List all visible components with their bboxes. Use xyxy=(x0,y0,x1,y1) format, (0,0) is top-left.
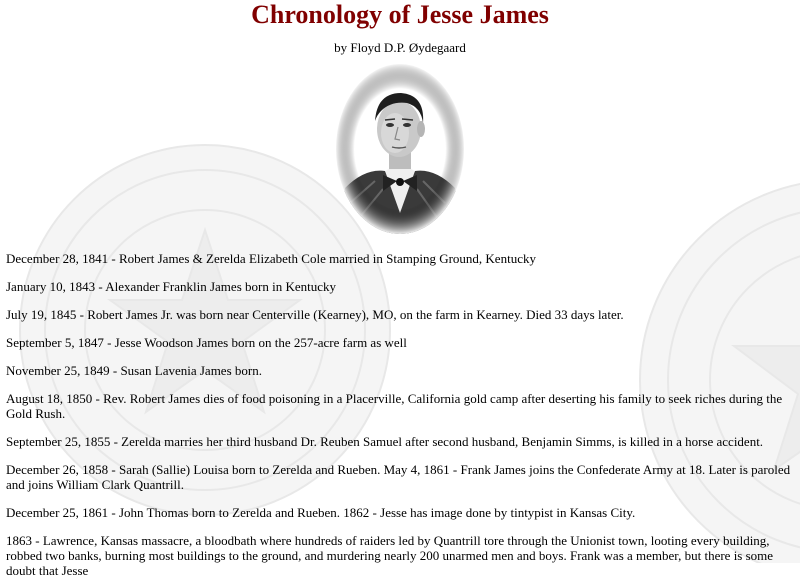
chronology-entry: September 5, 1847 - Jesse Woodson James born on the 257-acre farm as well xyxy=(6,335,407,350)
chronology-entry: 1863 - Lawrence, Kansas massacre, a bloodbath where hundreds of raiders led by Quantrill tore through the Unionist town, looting every building, robbed two banks, burning most buildings to the ground, and murdering nearly 200 unarmed men and boys. Frank was a member, but there is some doubt that Jesse xyxy=(6,533,774,578)
chronology-entry: July 19, 1845 - Robert James Jr. was born near Centerville (Kearney), MO, on the farm in Kearney. Died 33 days later. xyxy=(6,307,624,322)
chronology-entry: August 18, 1850 - Rev. Robert James dies of food poisoning in a Placerville, California gold camp after deserting his family to seek riches during the Gold Rush. xyxy=(6,391,783,421)
chronology-list xyxy=(0,251,800,578)
page-title: Chronology of Jesse James xyxy=(251,0,549,29)
chronology-entry: December 25, 1861 - John Thomas born to Zerelda and Rueben. 1862 - Jesse has image done by tintypist in Kansas City. xyxy=(6,505,636,520)
chronology-entry: December 26, 1858 - Sarah (Sallie) Louisa born to Zerelda and Rueben. May 4, 1861 - Frank James joins the Confederate Army at 18. Later is paroled and joins William Clark Quantrill. xyxy=(6,462,791,492)
chronology-entry: December 28, 1841 - Robert James & Zerelda Elizabeth Cole married in Stamping Ground, Kentucky xyxy=(6,251,536,266)
portrait-container xyxy=(0,63,800,235)
chronology-entry: September 25, 1855 - Zerelda marries her third husband Dr. Reuben Samuel after second husband, Benjamin Simms, is killed in a horse accident. xyxy=(6,434,764,449)
chronology-entry: November 25, 1849 - Susan Lavenia James born. xyxy=(6,363,262,378)
portrait-image xyxy=(335,63,465,235)
author-byline: by Floyd D.P. Øydegaard xyxy=(334,40,466,55)
chronology-entry: January 10, 1843 - Alexander Franklin James born in Kentucky xyxy=(6,279,336,294)
